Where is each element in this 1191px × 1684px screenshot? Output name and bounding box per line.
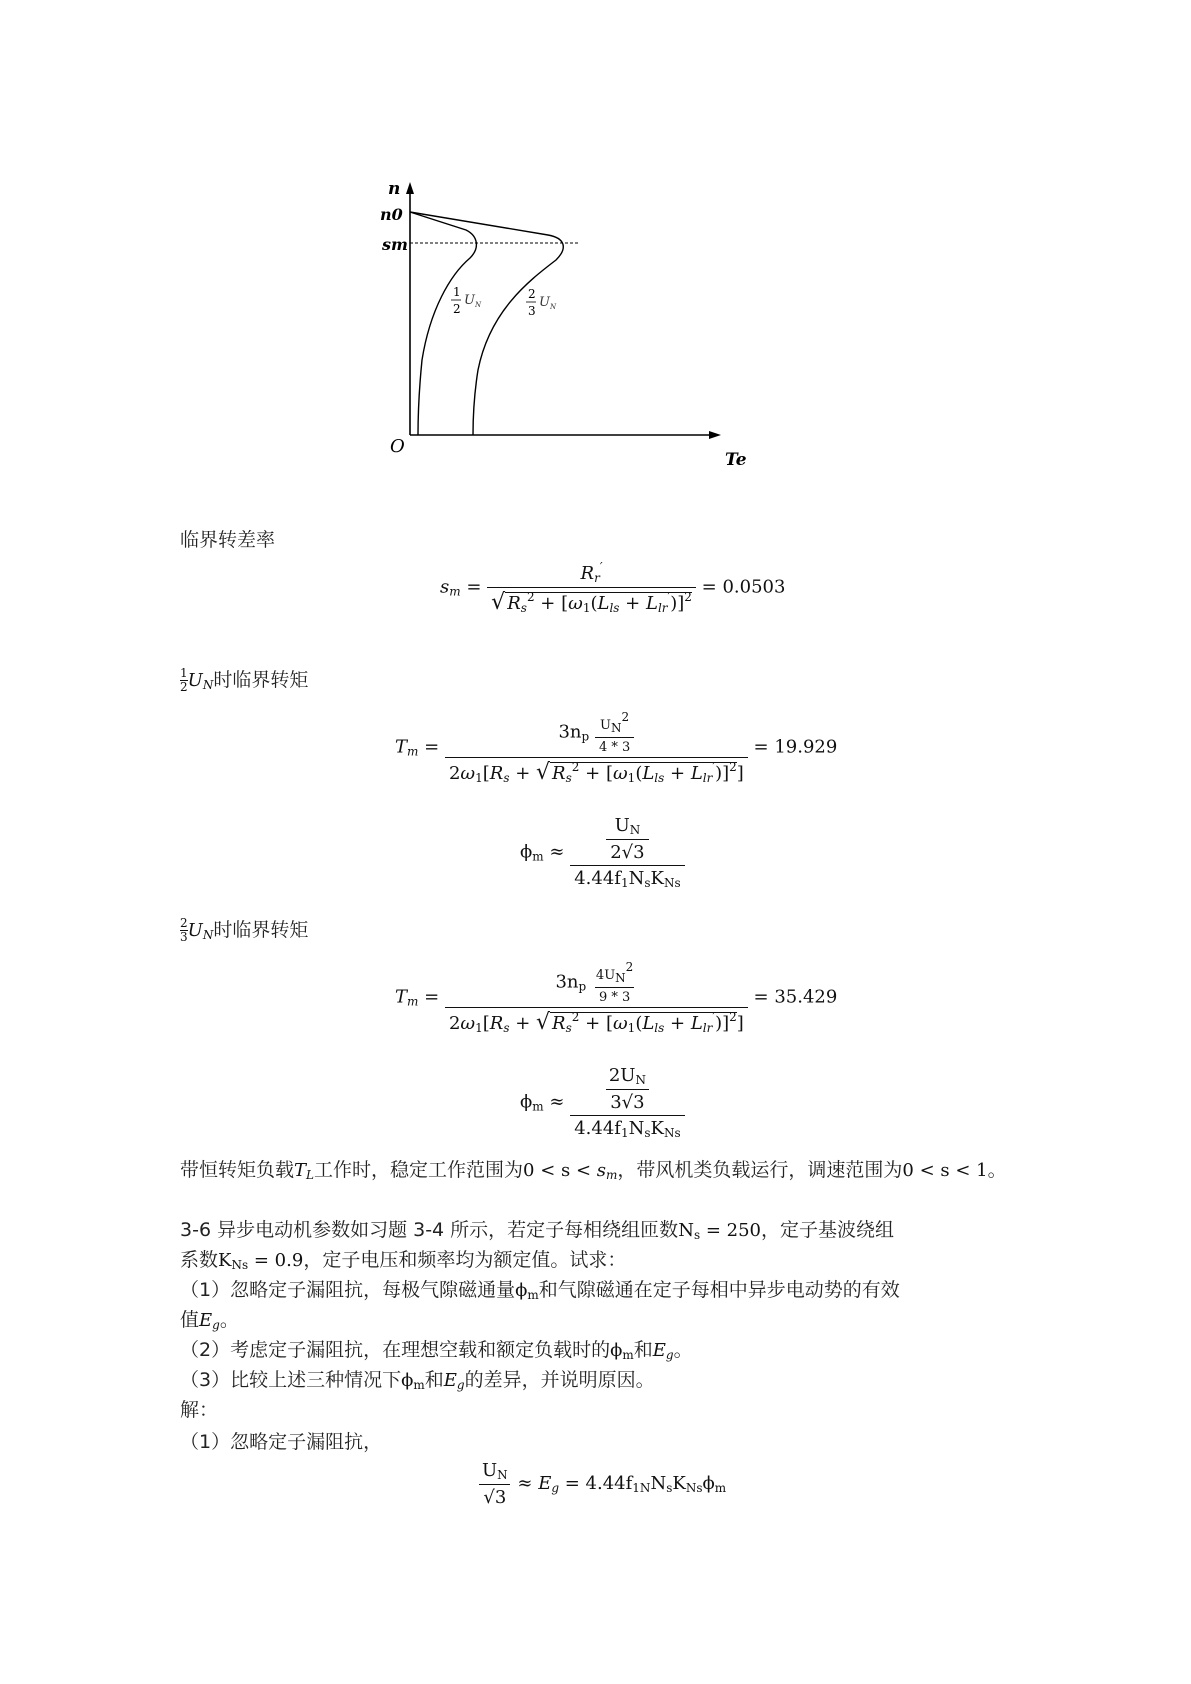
- eq-sm: $s_m$ = $\frac{R_r'}{√ R_s^2 + [\omega_1(L_{ls} + L_{lr}')]^2}$ = 0.0503: [440, 560, 786, 615]
- curve-twothirds-num: 2: [528, 287, 536, 301]
- heading-half-un: $\frac{1}{2}$ $U_N$时临界转矩: [180, 666, 309, 694]
- range-a: 带恒转矩负载: [180, 1159, 295, 1181]
- q1-a: （1）忽略定子漏阻抗，每极气隙磁通量: [180, 1279, 516, 1301]
- curve-half-num: 1: [453, 285, 461, 299]
- axis-n-label: n: [388, 180, 401, 199]
- eq-eg: $\frac{U_N}{√3}$ ≈ $E_g = 4.44f_{1N}N_sK_{Ns}\phi_m$: [478, 1460, 726, 1508]
- q2-c: 。: [673, 1339, 693, 1361]
- problem-line2-b: ，定子电压和频率均为额定值。试求：: [303, 1249, 627, 1271]
- tm-twothirds-value: = 35.429: [753, 986, 838, 1008]
- half-un-text: 时临界转矩: [213, 669, 309, 691]
- q1-d: 。: [219, 1309, 239, 1331]
- problem-line2: 系数$K_{Ns} = 0.9$，定子电压和频率均为额定值。试求：: [180, 1249, 627, 1272]
- q3-b: 和: [424, 1369, 444, 1391]
- curve-twothirds-un: [410, 212, 563, 435]
- q2-a: （2）考虑定子漏阻抗，在理想空载和额定负载时的: [180, 1339, 611, 1361]
- curve-half-den: 2: [453, 302, 461, 316]
- question-3: （3）比较上述三种情况下$\phi_m$和$E_g$的差异，并说明原因。: [180, 1369, 655, 1392]
- torque-speed-diagram: [380, 180, 780, 500]
- curve-half-un: [410, 212, 476, 435]
- q1-b: 和气隙磁通在定子每相中异步电动势的有效: [538, 1279, 900, 1301]
- heading-critical-slip: 临界转差率: [180, 529, 276, 551]
- curve-half-sub: N: [475, 301, 482, 309]
- question-2: （2）考虑定子漏阻抗，在理想空载和额定负载时的$\phi_m$和$E_g$。: [180, 1339, 693, 1362]
- range-c: ，带风机类负载运行，调速范围为: [617, 1159, 903, 1181]
- te-axis-label: Te: [725, 450, 747, 470]
- eq-phim-half: $\phi_m$ ≈ $\frac{\frac{U_N}{2√3}}{4.44f_1N_sK_{Ns}}$: [520, 815, 685, 890]
- n0-label: n0: [380, 205, 403, 224]
- curve-twothirds-u: U: [539, 295, 550, 310]
- sm-value: = 0.0503: [701, 576, 786, 598]
- problem-line2-a: 系数: [180, 1249, 219, 1271]
- question-1-cont: 值$E_g$。: [180, 1309, 239, 1332]
- range-b: 工作时，稳定工作范围为: [314, 1159, 524, 1181]
- range-d: 。: [987, 1159, 1007, 1181]
- kns-value: = 0.9: [253, 1250, 304, 1271]
- problem-line1: 3-6 异步电动机参数如习题 3-4 所示，若定子每相绕组匝数$N_s = 250$，定子基波绕组: [180, 1219, 895, 1242]
- curve-half-u: U: [464, 293, 475, 308]
- heading-twothirds-un: $\frac{2}{3}$ $U_N$时临界转矩: [180, 916, 309, 944]
- solution-label: 解：: [180, 1399, 219, 1421]
- q1-c: 值: [180, 1309, 200, 1331]
- q3-a: （3）比较上述三种情况下: [180, 1369, 402, 1391]
- eq-tm-twothirds: $T_m$ = $3n_p$ $\frac{4UN2}{9 * 3}$ $2\omega_1[R_s$ + √ $R_s^2 + [\omega_1(L_{ls} + L_{lr}')]^2$] = 35.429: [395, 960, 838, 1035]
- q2-b: 和: [633, 1339, 653, 1361]
- ns-value: = 250: [705, 1220, 762, 1241]
- twothirds-un-text: 时临界转矩: [213, 919, 309, 941]
- problem-line1-a: 3-6 异步电动机参数如习题 3-4 所示，若定子每相绕组匝数: [180, 1219, 679, 1241]
- x-axis-arrow: [709, 431, 721, 439]
- eq-phim-twothirds: $\phi_m$ ≈ $\frac{\frac{2U_N}{3√3}}{4.44f_1N_sK_{Ns}}$: [520, 1065, 685, 1140]
- solution-step-1: （1）忽略定子漏阻抗，: [180, 1431, 383, 1453]
- origin-label: O: [390, 436, 405, 457]
- range-sentence: 带恒转矩负载$T_L$工作时，稳定工作范围为$0 < s < s_m$，带风机类负载运行，调速范围为0 < s < 1。: [180, 1159, 1007, 1182]
- curve-twothirds-den: 3: [528, 304, 536, 318]
- eq-tm-half: $T_m$ = $3n_p$ $\frac{UN2}{4 * 3}$ $2\omega_1[R_s$ + √ $R_s^2 + [\omega_1(L_{ls} + L_{lr}')]^2$] = 19.929: [395, 710, 838, 785]
- problem-line1-b: ，定子基波绕组: [761, 1219, 895, 1241]
- tm-half-value: = 19.929: [753, 736, 838, 758]
- sm-label: sm: [382, 235, 408, 254]
- curve-twothirds-sub: N: [550, 303, 557, 311]
- question-1: （1）忽略定子漏阻抗，每极气隙磁通量$\phi_m$和气隙磁通在定子每相中异步电动势的有效: [180, 1279, 900, 1302]
- y-axis-arrow: [406, 182, 414, 194]
- q3-c: 的差异，并说明原因。: [464, 1369, 655, 1391]
